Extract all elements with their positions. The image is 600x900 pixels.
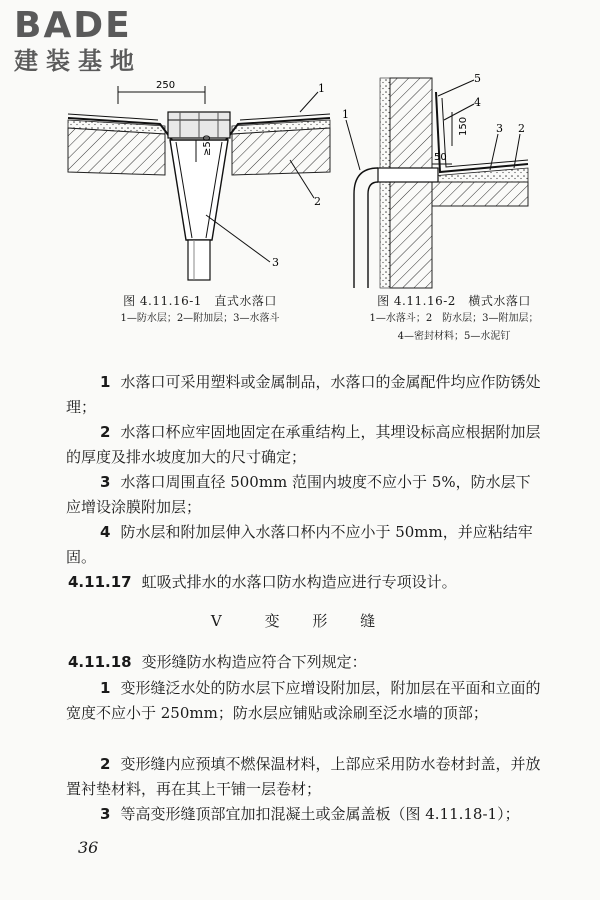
fig2-callout-5: 5 <box>474 72 481 85</box>
item-4: 4 防水层和附加层伸入水落口杯内不应小于 50mm，并应粘结牢固。 <box>66 523 533 566</box>
fig1-legend: 1—防水层；2—附加层；3—水落斗 <box>120 313 280 324</box>
fig2-drawing <box>342 72 528 288</box>
item2-3: 3 等高变形缝顶部宜加扣混凝土或金属盖板（图 4.11.18-1）； <box>100 805 520 823</box>
page-number: 36 <box>78 838 99 857</box>
fig2-dim-50: 50 <box>434 152 447 163</box>
clause-4-11-17: 4.11.17 虹吸式排水的水落口防水构造应进行专项设计。 <box>68 573 457 591</box>
fig2-caption <box>338 292 570 346</box>
fig2-callout-2: 2 <box>518 122 525 135</box>
fig2-callout-3: 3 <box>496 122 503 135</box>
fig1-drawing <box>68 80 330 280</box>
item-1: 1 水落口可采用塑料或金属制品，水落口的金属配件均应作防锈处理； <box>66 373 541 416</box>
fig2-legend-line2: 4—密封材料；5—水泥钉 <box>397 331 511 342</box>
item2-1: 1 变形缝泛水处的防水层下应增设附加层，附加层在平面和立面的宽度不应小于 250mm；防水层应铺贴或涂刷至泛水墙的顶部； <box>66 679 541 722</box>
fig1-callout-2: 2 <box>314 195 321 208</box>
fig2-callout-4: 4 <box>474 96 481 109</box>
figures-drawing <box>0 0 600 300</box>
item-3: 3 水落口周围直径 500mm 范围内坡度不应小于 5%，防水层下应增设涂膜附加层； <box>66 473 531 516</box>
fig1-caption <box>70 292 330 328</box>
fig1-title: 图 4.11.16-1 直式水落口 <box>123 294 277 308</box>
section-heading: V 变 形 缝 <box>210 612 390 630</box>
logo-brand: BADE <box>14 5 132 46</box>
fig2-legend-line1: 1—水落斗；2 防水层；3—附加层； <box>369 313 539 324</box>
logo-subtitle: 建装基地 <box>14 47 142 75</box>
item-2: 2 水落口杯应牢固地固定在承重结构上，其埋设标高应根据附加层的厚度及排水坡度加大的尺寸确定； <box>66 423 541 466</box>
fig2-title: 图 4.11.16-2 横式水落口 <box>377 294 531 308</box>
fig2-dim-150: 150 <box>458 116 469 136</box>
fig1-callout-3: 3 <box>272 256 279 269</box>
fig1-dim-250: 250 <box>156 80 176 91</box>
clause-4-11-18: 4.11.18 变形缝防水构造应符合下列规定： <box>68 653 367 671</box>
fig1-callout-1: 1 <box>318 82 325 95</box>
fig2-callout-1: 1 <box>342 108 349 121</box>
item2-2: 2 变形缝内应预填不燃保温材料，上部应采用防水卷材封盖，并放置衬垫材料，再在其上干铺一层卷材； <box>66 755 541 798</box>
fig1-dim-50: ≥50 <box>202 134 213 156</box>
